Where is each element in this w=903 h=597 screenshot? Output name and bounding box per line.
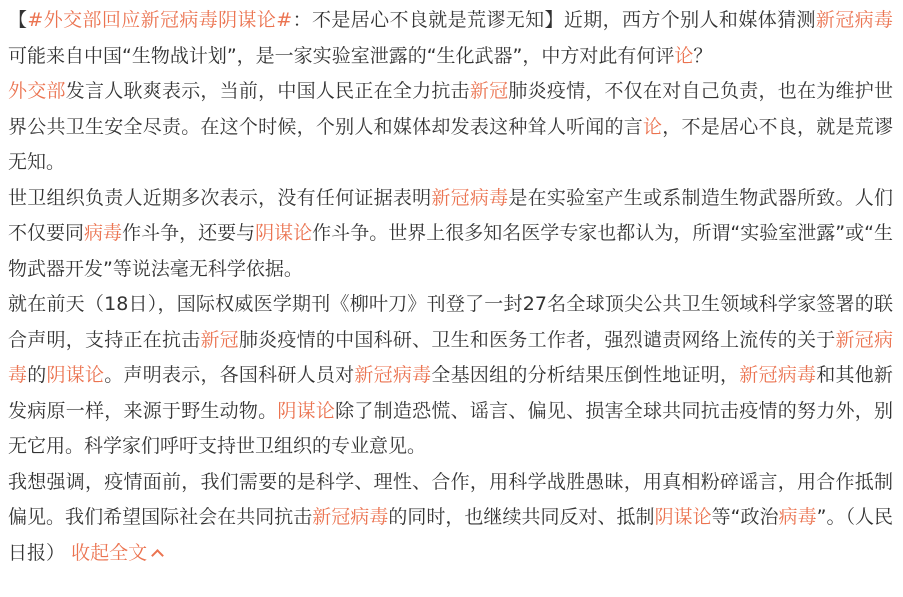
paragraph-text: 全基因组的分析结果压倒性地证明， xyxy=(431,364,740,386)
keyword-link[interactable]: #外交部回应新冠病毒阴谋论# xyxy=(27,9,293,31)
paragraph-text: 的 xyxy=(27,364,47,386)
keyword-link[interactable]: 阴谋论 xyxy=(46,364,105,386)
keyword-link[interactable]: 病毒 xyxy=(84,222,123,244)
keyword-link[interactable]: 新冠 xyxy=(469,80,509,102)
paragraph-text: 作斗争。世界上很多知名医学专家也都认为，所谓“实验室泄露”或“生物武器开发”等说法毫无科学依据。 xyxy=(8,222,893,280)
keyword-link[interactable]: 新冠病毒 xyxy=(312,506,389,528)
keyword-link[interactable]: 新冠病毒 xyxy=(431,186,509,209)
post-paragraph xyxy=(8,181,893,288)
chevron-up-icon xyxy=(151,549,164,562)
keyword-link[interactable]: 外交部 xyxy=(8,80,66,102)
paragraph-text: 我想强调，疫情面前，我们需要的是科学、理性、合作，用科学战胜愚昧，用真相粉碎谣言，用合作抵制偏见。我们希望国际社会在共同抗击 xyxy=(8,470,893,528)
paragraph-text: 是在实验室产生或系制造生物武器所致。人们不仅要同 xyxy=(8,186,893,244)
paragraph-text: 就在前天（18日），国际权威医学期刊《柳叶刀》刊登了一封27名全球顶尖公共卫生领域科学家签署的联合声明，支持正在抗击 xyxy=(8,293,893,351)
post-paragraph xyxy=(8,287,893,465)
post-paragraph xyxy=(8,465,893,572)
paragraph-text: 和其他新发病原一样，来源于野生动物。 xyxy=(8,364,893,422)
paragraph-text: 【 xyxy=(8,9,28,31)
keyword-link[interactable]: 新冠病毒 xyxy=(8,328,893,386)
paragraph-text: 除了制造恐慌、谣言、偏见、损害全球共同抗击疫情的努力外，别无它用。科学家们呼吁支持世卫组织的专业意见。 xyxy=(8,399,893,457)
paragraph-text: 肺炎疫情的中国科研、卫生和医务工作者，强烈谴责网络上流传的关于 xyxy=(238,328,836,351)
keyword-link[interactable]: 病毒 xyxy=(778,506,817,528)
paragraph-text: ？ xyxy=(693,44,713,67)
keyword-link[interactable]: 阴谋论 xyxy=(277,399,336,422)
post-paragraph xyxy=(8,3,893,74)
paragraph-text: ”。（人民日报） xyxy=(8,506,893,564)
keyword-link[interactable]: 阴谋论 xyxy=(654,506,712,528)
keyword-link[interactable]: 新冠病毒 xyxy=(815,9,893,31)
collapse-label: 收起全文 xyxy=(71,541,148,564)
paragraph-text: 作斗争，还要与 xyxy=(122,222,256,244)
paragraph-text: 的同时，也继续共同反对、抵制 xyxy=(388,506,655,528)
keyword-link[interactable]: 论 xyxy=(643,115,663,138)
keyword-link[interactable]: 新冠病毒 xyxy=(739,364,817,386)
collapse-text-link[interactable] xyxy=(71,542,162,564)
paragraph-text: 世卫组织负责人近期多次表示，没有任何证据表明 xyxy=(8,186,432,209)
paragraph-text: 发言人耿爽表示，当前，中国人民正在全力抗击 xyxy=(65,80,470,102)
paragraph-text: 等“政治 xyxy=(711,506,779,528)
paragraph-text: 。声明表示，各国科研人员对 xyxy=(104,364,355,386)
paragraph-text: 肺炎疫情，不仅在对自己负责，也在为维护世界公共卫生安全尽责。在这个时候，个别人和媒体却发表这种耸人听闻的言 xyxy=(8,80,893,138)
post-paragraph xyxy=(8,74,893,181)
paragraph-text: ，不是居心不良，就是荒谬无知。 xyxy=(8,115,893,173)
keyword-link[interactable]: 阴谋论 xyxy=(255,222,313,244)
keyword-link[interactable]: 论 xyxy=(674,44,694,67)
keyword-link[interactable]: 新冠 xyxy=(200,328,239,351)
keyword-link[interactable]: 新冠病毒 xyxy=(354,364,432,386)
paragraph-text: ：不是居心不良就是荒谬无知】近期，西方个别人和媒体猜测 xyxy=(292,9,816,31)
paragraph-text: 可能来自中国“生物战计划”，是一家实验室泄露的“生化武器”，中方对此有何评 xyxy=(8,44,675,67)
